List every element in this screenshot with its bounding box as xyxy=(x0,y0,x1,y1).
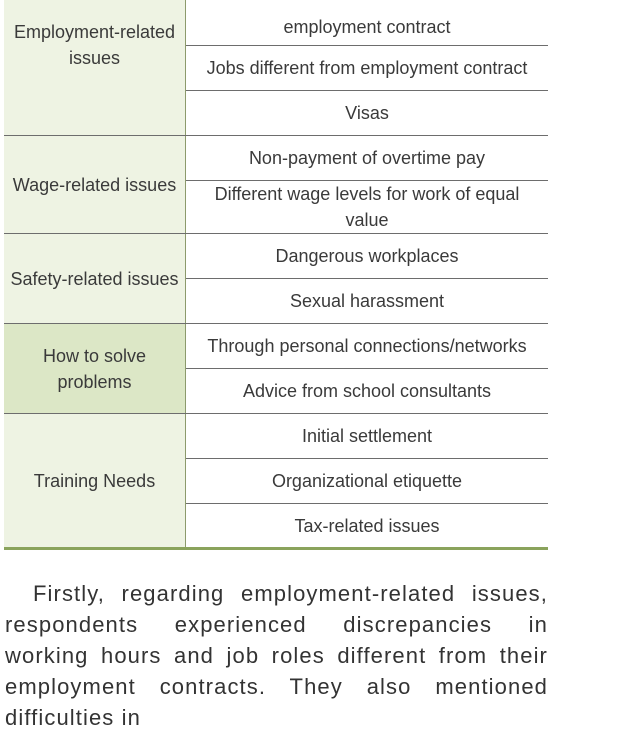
item-label: Dangerous workplaces xyxy=(275,246,459,266)
item-label: Initial settlement xyxy=(301,426,433,446)
category-label: Training Needs xyxy=(33,470,156,491)
item-cell xyxy=(186,91,549,136)
item-cell xyxy=(186,0,549,46)
item-label: Jobs different from employment contract xyxy=(206,58,528,78)
category-cell xyxy=(4,324,186,414)
item-label: Tax-related issues xyxy=(294,515,440,536)
paragraph-text: Firstly, regarding employment-related issues, respondents experienced discrepancies in working hours and job roles different from their employment contracts. They also mentioned difficulties in xyxy=(5,581,548,730)
category-cell xyxy=(4,234,186,324)
issues-table xyxy=(4,0,548,550)
category-cell xyxy=(4,0,186,136)
item-cell xyxy=(186,136,549,181)
table-row xyxy=(4,324,548,369)
item-cell xyxy=(186,46,549,91)
item-label: Sexual harassment xyxy=(289,291,445,311)
item-cell xyxy=(186,234,549,279)
item-cell xyxy=(186,414,549,459)
category-cell xyxy=(4,414,186,549)
item-label: Advice from school consultants xyxy=(242,381,492,401)
item-cell xyxy=(186,324,549,369)
category-label: Safety-related issues xyxy=(10,268,179,289)
table-row xyxy=(4,0,548,46)
item-cell xyxy=(186,459,549,504)
category-label: Wage-related issues xyxy=(12,174,177,195)
category-cell xyxy=(4,136,186,234)
body-paragraph xyxy=(5,578,548,733)
item-label: Visas xyxy=(345,103,389,123)
item-label: Different wage levels for work of equal value xyxy=(214,184,520,230)
item-cell xyxy=(186,181,549,234)
table-row xyxy=(4,136,548,181)
item-label: Organizational etiquette xyxy=(271,471,463,491)
item-label: Through personal connections/networks xyxy=(207,336,527,356)
category-label: How to solve problems xyxy=(42,345,147,392)
category-label: Employment-related issues xyxy=(13,22,176,68)
item-cell xyxy=(186,369,549,414)
item-cell xyxy=(186,279,549,324)
table-row xyxy=(4,414,548,459)
table-row xyxy=(4,234,548,279)
item-label: employment contract xyxy=(283,17,451,37)
item-label: Non-payment of overtime pay xyxy=(248,148,486,168)
item-cell xyxy=(186,504,549,549)
